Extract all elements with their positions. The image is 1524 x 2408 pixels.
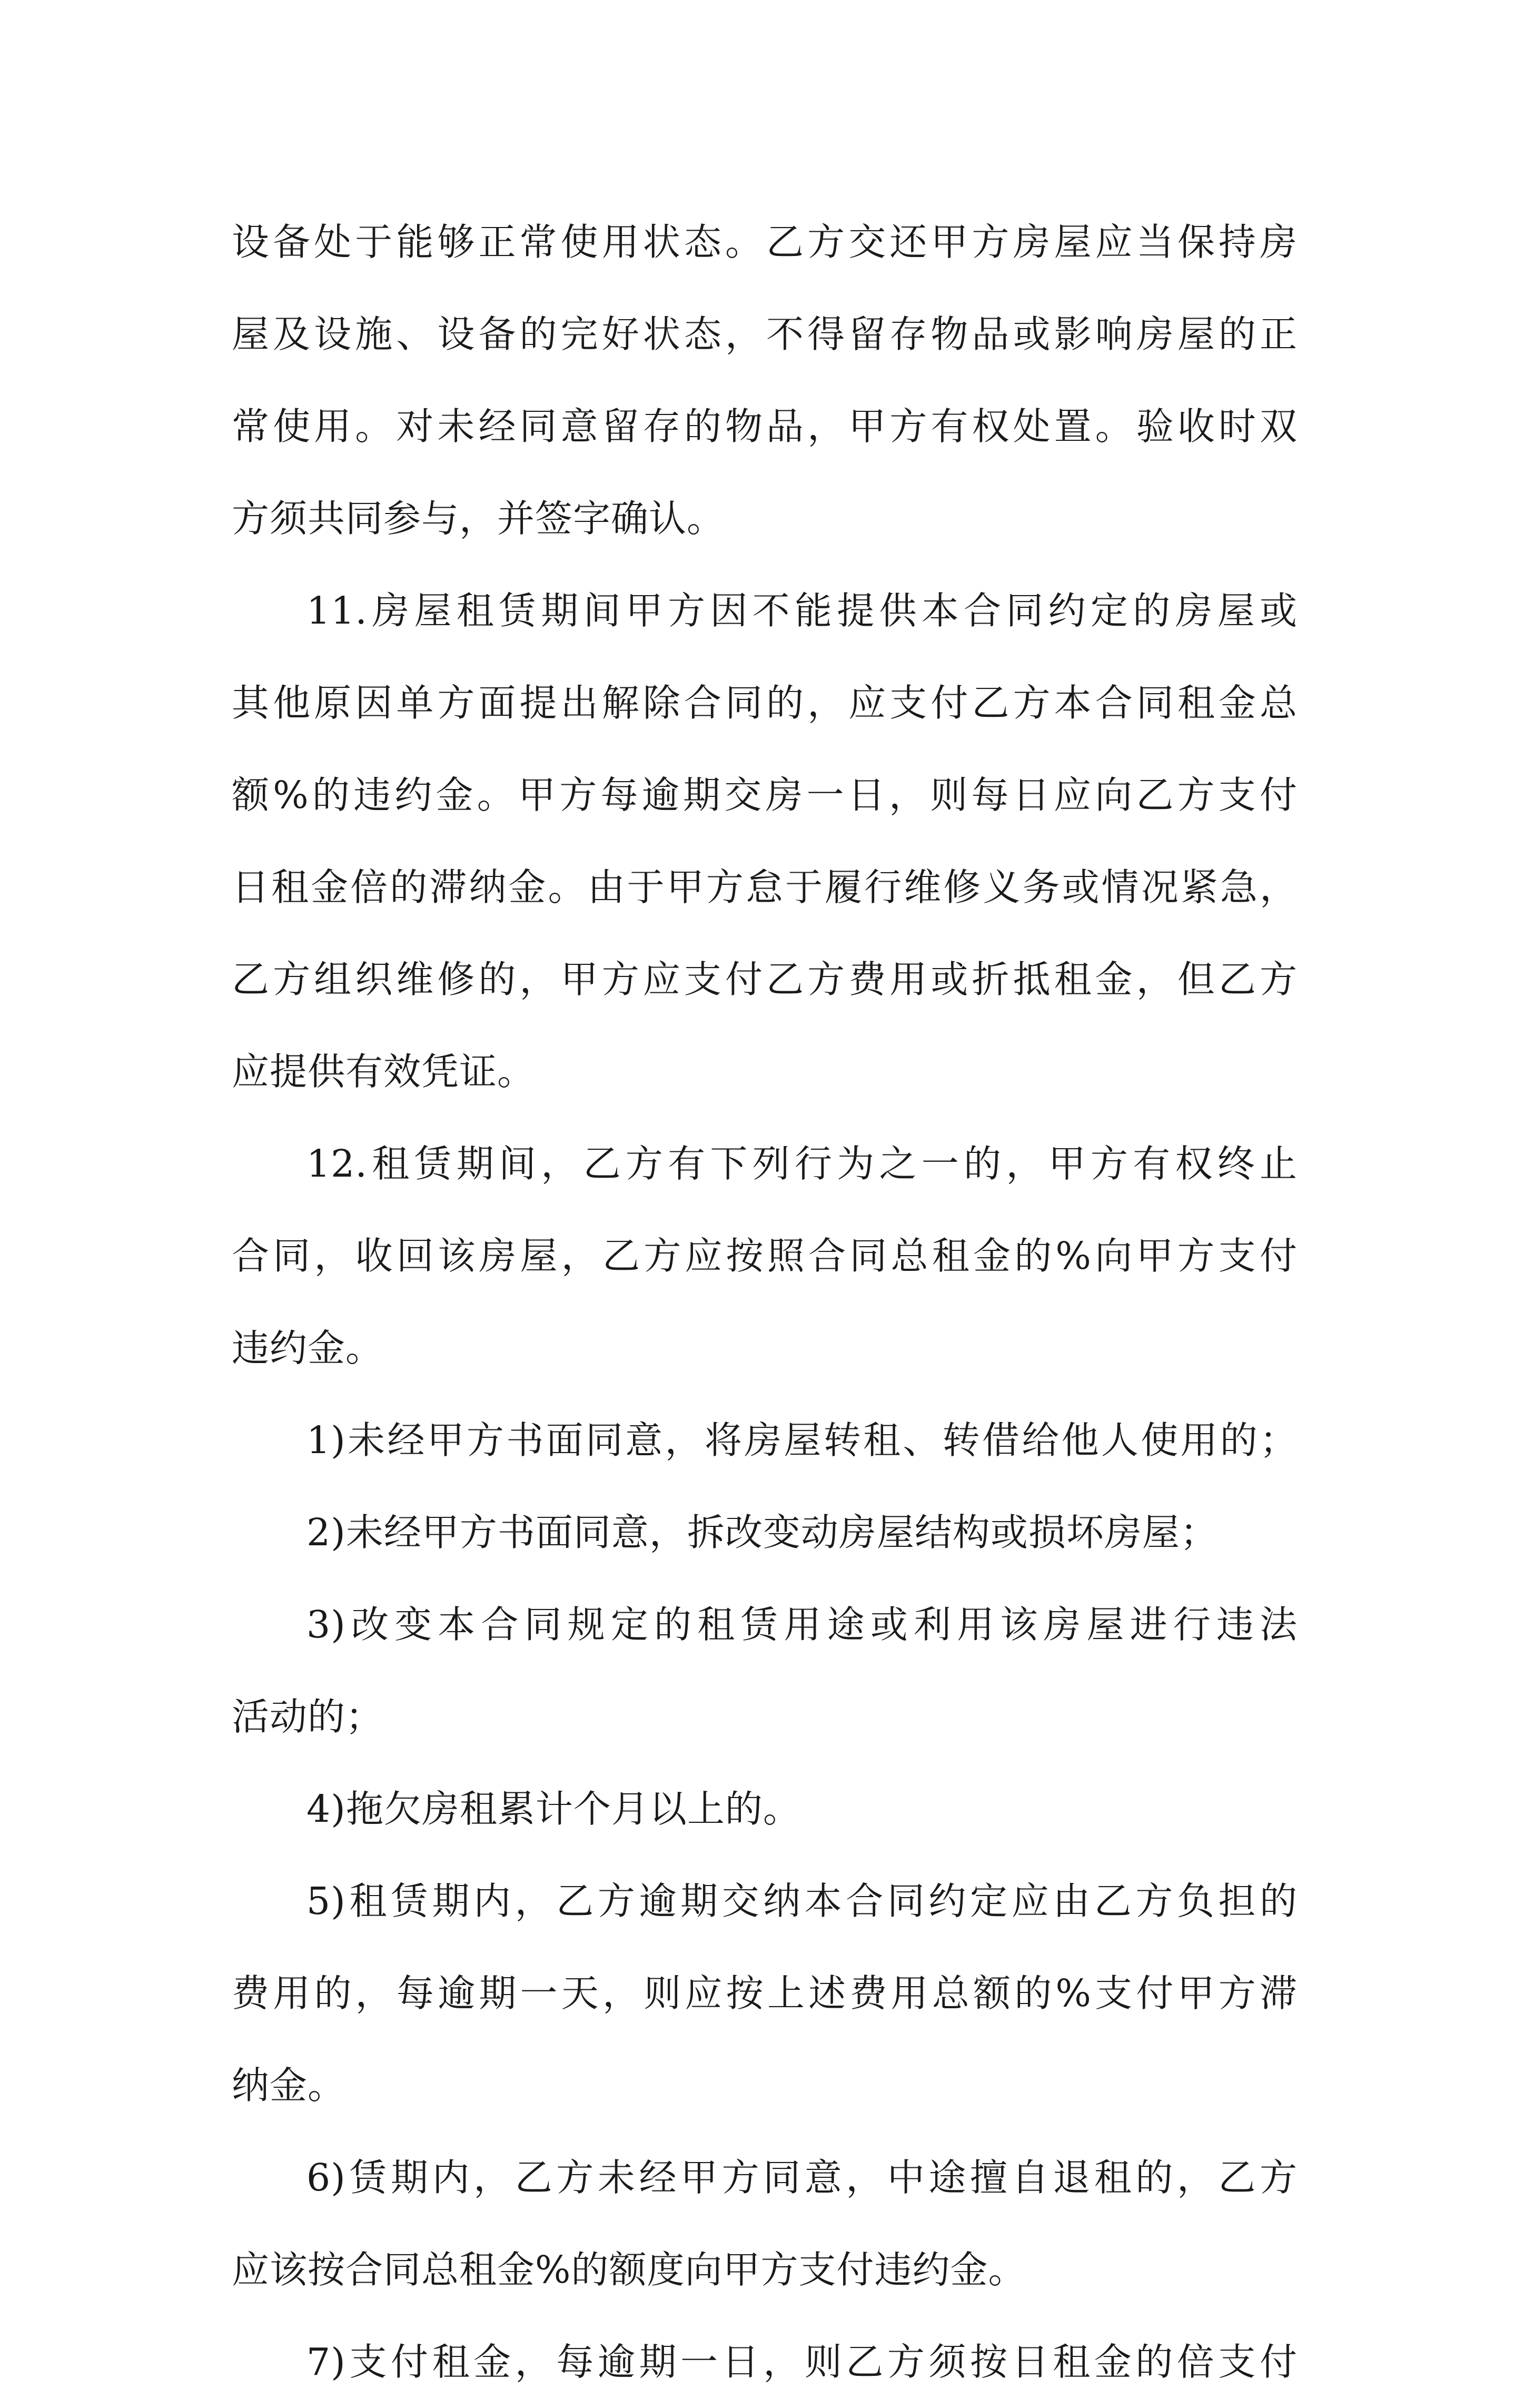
- text-line: 应该按合同总租金%的额度向甲方支付违约金。: [232, 2248, 1026, 2292]
- text-line: 活动的；: [232, 1695, 384, 1739]
- document-body: [232, 196, 1298, 2408]
- text-line: 费用的，每逾期一天，则应按上述费用总额的%支付甲方滞: [232, 1971, 1298, 2015]
- list-item-4: 4)拖欠房租累计个月以上的。: [306, 1787, 801, 1831]
- clause-11-line: 11.房屋租赁期间甲方因不能提供本合同约定的房屋或: [306, 589, 1298, 633]
- text-line: 常使用。对未经同意留存的物品，甲方有权处置。验收时双: [232, 404, 1298, 448]
- clause-12-line: 12.租赁期间，乙方有下列行为之一的，甲方有权终止: [306, 1142, 1298, 1186]
- list-item-1: 1)未经甲方书面同意，将房屋转租、转借给他人使用的；: [306, 1418, 1298, 1462]
- list-item-6: 6)赁期内，乙方未经甲方同意，中途擅自退租的，乙方: [306, 2156, 1298, 2199]
- text-line: 乙方组织维修的，甲方应支付乙方费用或折抵租金，但乙方: [232, 958, 1298, 1001]
- text-line: 合同，收回该房屋，乙方应按照合同总租金的%向甲方支付: [232, 1234, 1298, 1278]
- list-item-2: 2)未经甲方书面同意，拆改变动房屋结构或损坏房屋；: [306, 1511, 1218, 1554]
- list-item-3: 3)改变本合同规定的租赁用途或利用该房屋进行违法: [306, 1603, 1298, 1646]
- text-line: 违约金。: [232, 1326, 384, 1370]
- text-line: 额%的违约金。甲方每逾期交房一日，则每日应向乙方支付: [232, 773, 1298, 817]
- text-line: 应提供有效凭证。: [232, 1050, 536, 1093]
- text-line: 纳金。: [232, 2064, 346, 2107]
- list-item-7: 7)支付租金，每逾期一日，则乙方须按日租金的倍支付: [306, 2340, 1298, 2384]
- text-line: 设备处于能够正常使用状态。乙方交还甲方房屋应当保持房: [232, 220, 1298, 264]
- text-line: 其他原因单方面提出解除合同的，应支付乙方本合同租金总: [232, 681, 1298, 725]
- text-line: 日租金倍的滞纳金。由于甲方怠于履行维修义务或情况紧急，: [232, 865, 1298, 909]
- list-item-5: 5)租赁期内，乙方逾期交纳本合同约定应由乙方负担的: [306, 1879, 1298, 1923]
- text-line: 方须共同参与，并签字确认。: [232, 497, 725, 540]
- text-line: 屋及设施、设备的完好状态，不得留存物品或影响房屋的正: [232, 312, 1298, 356]
